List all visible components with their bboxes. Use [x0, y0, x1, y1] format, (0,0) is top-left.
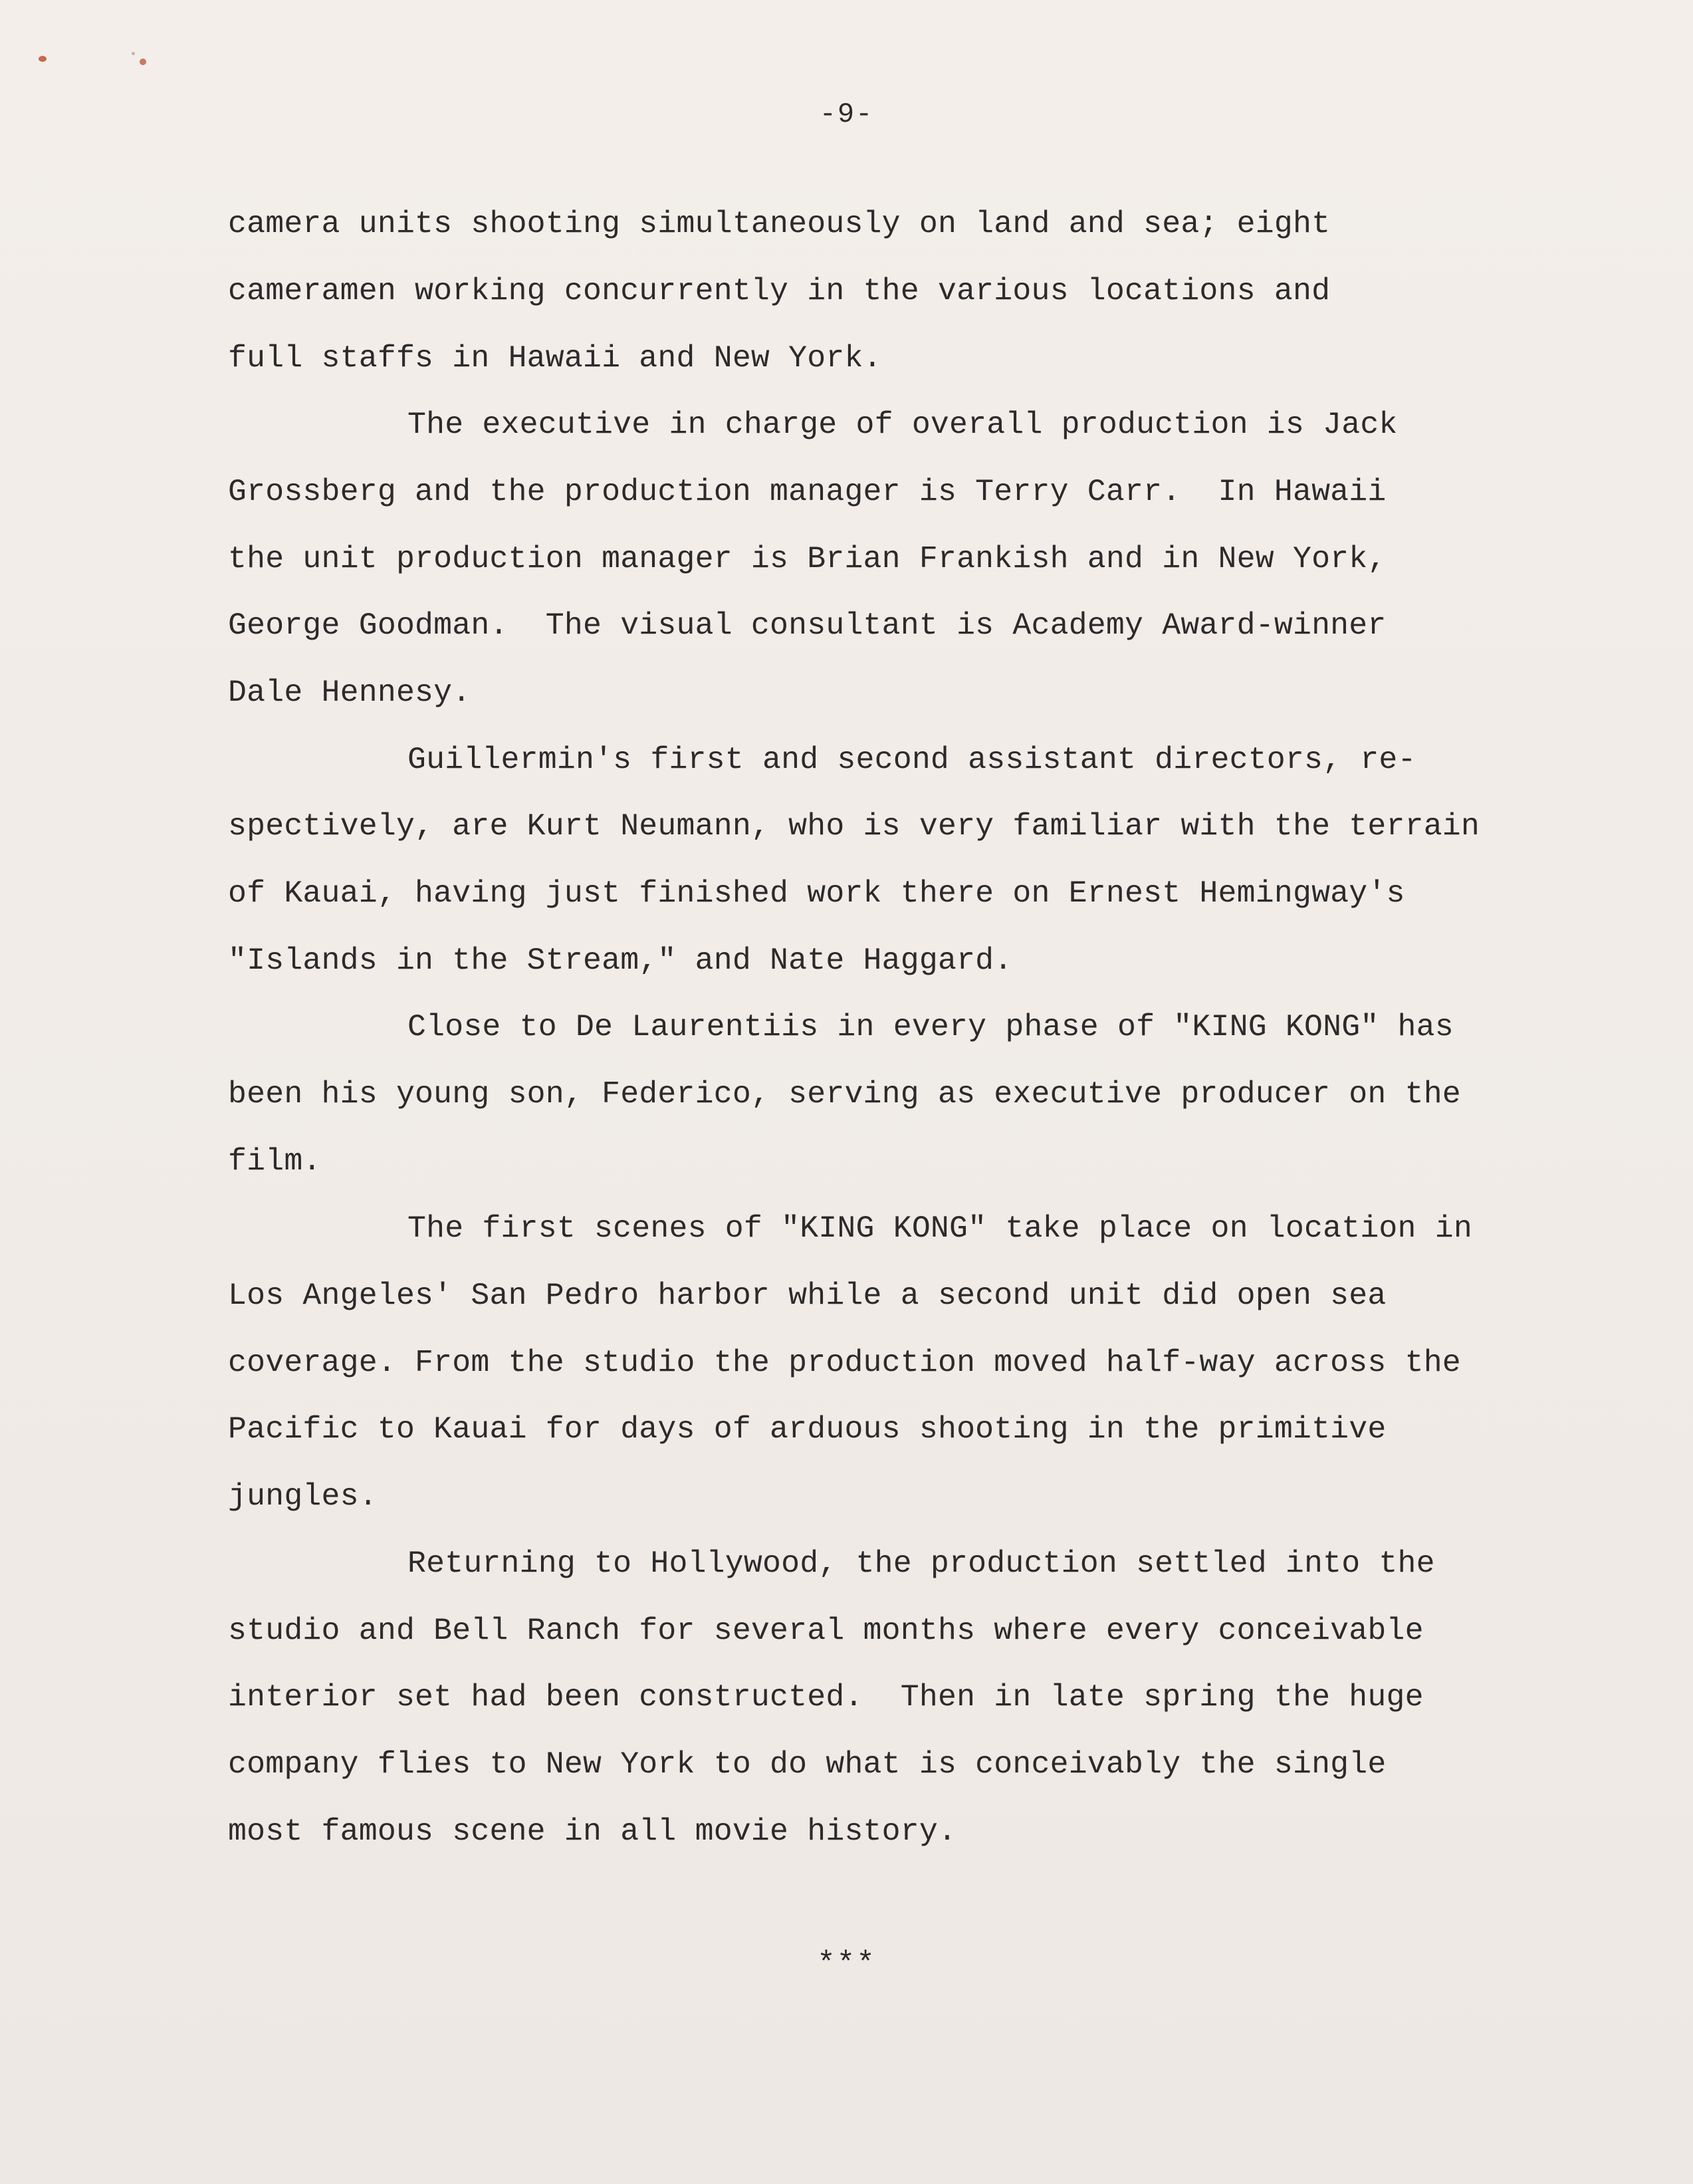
text-line: George Goodman. The visual consultant is Academy Award-winner — [228, 608, 1387, 643]
paragraph-first-line: Close to De Laurentiis in every phase of "KING KONG" has — [407, 1009, 1454, 1044]
text-line: company flies to New York to do what is conceivably the single — [228, 1747, 1387, 1782]
text-line: Grossberg and the production manager is Terry Carr. In Hawaii — [228, 474, 1387, 509]
text-line: "Islands in the Stream," and Nate Haggard. — [228, 943, 1013, 978]
text-line: cameramen working concurrently in the various locations and — [228, 273, 1331, 308]
text-line: the unit production manager is Brian Frankish and in New York, — [228, 541, 1387, 576]
text-line: jungles. — [228, 1479, 378, 1514]
text-line: coverage. From the studio the production moved half-way across the — [228, 1345, 1461, 1380]
end-of-section-marker: *** — [817, 1947, 876, 1981]
text-line: most famous scene in all movie history. — [228, 1814, 957, 1849]
text-line: of Kauai, having just finished work there on Ernest Hemingway's — [228, 876, 1405, 911]
ink-speck — [140, 59, 146, 65]
ink-speck — [132, 52, 135, 55]
text-line: camera units shooting simultaneously on land and sea; eight — [228, 206, 1331, 241]
text-line: been his young son, Federico, serving as executive producer on the — [228, 1076, 1461, 1112]
text-line: Pacific to Kauai for days of arduous shooting in the primitive — [228, 1411, 1387, 1447]
text-line: full staffs in Hawaii and New York. — [228, 340, 882, 376]
paragraph-first-line: Returning to Hollywood, the production settled into the — [407, 1546, 1435, 1581]
text-line: interior set had been constructed. Then in late spring the huge — [228, 1679, 1424, 1715]
text-line: film. — [228, 1144, 322, 1179]
text-line: spectively, are Kurt Neumann, who is very familiar with the terrain — [228, 808, 1480, 844]
paragraph-first-line: The first scenes of "KING KONG" take place on location in — [407, 1211, 1472, 1246]
ink-speck — [39, 56, 47, 62]
text-line: studio and Bell Ranch for several months where every conceivable — [228, 1613, 1424, 1648]
paragraph-first-line: Guillermin's first and second assistant directors, re- — [407, 742, 1416, 777]
text-line: Dale Hennesy. — [228, 675, 471, 710]
text-line: Los Angeles' San Pedro harbor while a second unit did open sea — [228, 1278, 1387, 1313]
paragraph-first-line: The executive in charge of overall production is Jack — [407, 407, 1398, 442]
page-number: -9- — [819, 98, 874, 130]
